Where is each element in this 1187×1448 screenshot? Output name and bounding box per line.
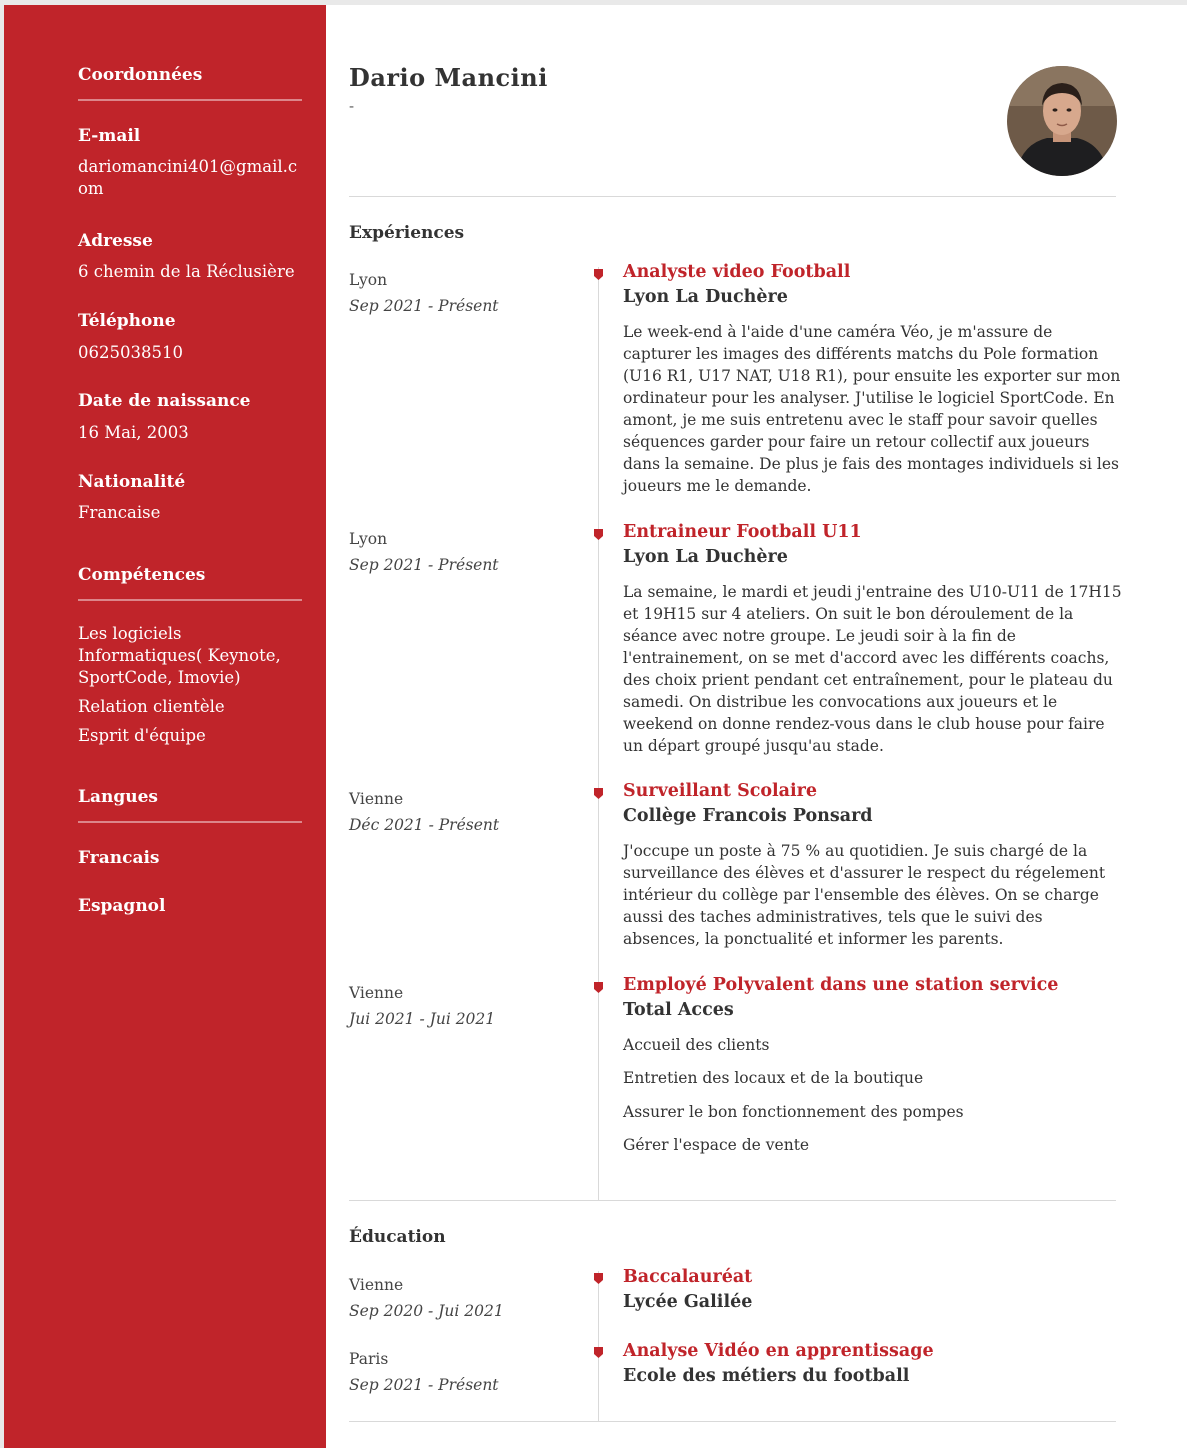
job-description: Le week-end à l'aide d'une caméra Véo, je m'assure de capturer les images des différents matchs du Pole formation (U16 R1, U17 NAT, U18 R1), pour ensuite les exporter sur mon ordinateur pour les analyser. J'utilise le logiciel SportCode. En amont, je me suis entretenu avec le staff pour savoir quelles séquences garder pour faire un retour collectif aux joueurs dans la semaine. De plus je fais des montages individuels si les joueurs me le demande. xyxy=(623,323,1121,495)
job-dates: Déc 2021 - Présent xyxy=(349,816,500,834)
education-timeline xyxy=(598,1271,599,1421)
education-heading: Éducation xyxy=(349,1227,446,1247)
address-value: 6 chemin de la Réclusière xyxy=(78,262,295,281)
language-item: Espagnol xyxy=(78,896,166,916)
sidebar xyxy=(4,5,326,1448)
job-title: Surveillant Scolaire xyxy=(623,781,818,801)
education-school: Lycée Galilée xyxy=(623,1292,753,1312)
skill-item: Esprit d'équipe xyxy=(78,726,206,745)
job-task: Entretien des locaux et de la boutique xyxy=(623,1069,924,1087)
job-location: Vienne xyxy=(349,790,404,808)
job-task: Gérer l'espace de vente xyxy=(623,1136,810,1154)
timeline-marker-icon xyxy=(594,788,603,799)
birth-value: 16 Mai, 2003 xyxy=(78,423,189,442)
candidate-subtitle: - xyxy=(349,97,355,115)
job-location: Lyon xyxy=(349,271,388,289)
phone-value[interactable]: 0625038510 xyxy=(78,343,183,362)
languages-divider xyxy=(78,821,302,823)
languages-heading: Langues xyxy=(78,787,158,807)
education-title: Analyse Vidéo en apprentissage xyxy=(623,1341,934,1361)
education-school: Ecole des métiers du football xyxy=(623,1366,910,1386)
job-title: Employé Polyvalent dans une station service xyxy=(623,975,1059,995)
email-label: E-mail xyxy=(78,126,141,146)
education-title: Baccalauréat xyxy=(623,1267,753,1287)
timeline-marker-icon xyxy=(594,269,603,280)
job-location: Vienne xyxy=(349,984,404,1002)
experience-timeline xyxy=(598,267,599,1200)
contact-heading: Coordonnées xyxy=(78,65,203,85)
skill-item: Relation clientèle xyxy=(78,697,225,716)
language-item: Francais xyxy=(78,848,160,868)
skills-divider xyxy=(78,599,302,601)
education-dates: Sep 2021 - Présent xyxy=(349,1376,499,1394)
job-title: Entraineur Football U11 xyxy=(623,522,862,542)
job-employer: Collège Francois Ponsard xyxy=(623,806,873,826)
experience-divider xyxy=(349,1200,1116,1201)
job-description: La semaine, le mardi et jeudi j'entraine des U10-U11 de 17H15 et 19H15 sur 4 ateliers. On suit le bon déroulement de la séance avec notre groupe. Le jeudi soir à la fin de l'entrainement, on se met d'accord avec les différents coachs, des choix prient pendant cet entraînement, pour le plateau du samedi. On distribue les convocations aux joueurs et le weekend on donne rendez-vous dans le club house pour faire un départ groupé jusqu'au stade. xyxy=(623,583,1122,755)
job-description: J'occupe un poste à 75 % au quotidien. Je suis chargé de la surveillance des élèves et d'assurer le respect du régelement intérieur du collège par l'ensemble des élèves. On se charge aussi des taches administratives, tels que le suivi des absences, la ponctualité et informer les parents. xyxy=(623,842,1106,948)
education-divider xyxy=(349,1421,1116,1422)
nationality-label: Nationalité xyxy=(78,472,186,492)
timeline-marker-icon xyxy=(594,1273,603,1284)
job-employer: Total Acces xyxy=(623,1000,734,1020)
job-title: Analyste video Football xyxy=(623,262,851,282)
job-task: Assurer le bon fonctionnement des pompes xyxy=(623,1103,964,1121)
job-employer: Lyon La Duchère xyxy=(623,547,788,567)
contact-divider xyxy=(78,99,302,101)
avatar-icon xyxy=(1007,66,1117,176)
profile-photo xyxy=(1007,66,1117,176)
job-task: Accueil des clients xyxy=(623,1036,770,1054)
job-dates: Sep 2021 - Présent xyxy=(349,297,499,315)
phone-label: Téléphone xyxy=(78,311,176,331)
email-value[interactable]: dariomancini401@gmail.com xyxy=(78,157,298,198)
job-employer: Lyon La Duchère xyxy=(623,287,788,307)
birth-label: Date de naissance xyxy=(78,391,251,411)
nationality-value: Francaise xyxy=(78,503,161,522)
education-location: Vienne xyxy=(349,1276,404,1294)
candidate-name: Dario Mancini xyxy=(349,63,548,92)
header-divider xyxy=(349,196,1116,197)
skills-heading: Compétences xyxy=(78,565,206,585)
education-dates: Sep 2020 - Jui 2021 xyxy=(349,1302,504,1320)
timeline-marker-icon xyxy=(594,982,603,993)
skill-item: Les logiciels Informatiques( Keynote, SportCode, Imovie) xyxy=(78,624,281,687)
timeline-marker-icon xyxy=(594,529,603,540)
education-location: Paris xyxy=(349,1350,389,1368)
job-dates: Jui 2021 - Jui 2021 xyxy=(349,1010,496,1028)
experience-heading: Expériences xyxy=(349,223,465,243)
resume-page xyxy=(4,5,1187,1448)
job-location: Lyon xyxy=(349,530,388,548)
job-dates: Sep 2021 - Présent xyxy=(349,556,499,574)
timeline-marker-icon xyxy=(594,1347,603,1358)
address-label: Adresse xyxy=(78,231,153,251)
